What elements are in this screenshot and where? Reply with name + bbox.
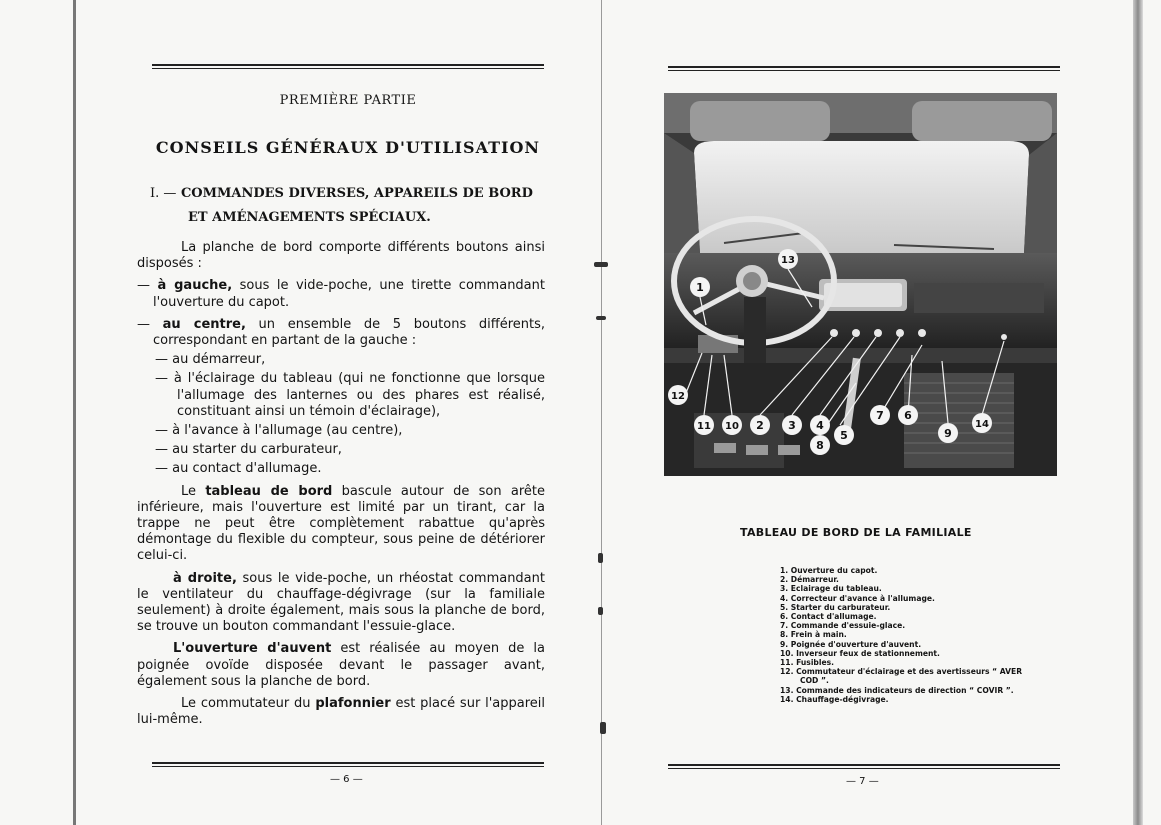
centre-paragraph: — au centre, un ensemble de 5 boutons différents, correspondant en partant de la gauche : — [137, 316, 545, 349]
tableau-paragraph — [137, 484, 545, 565]
part-title: PREMIÈRE PARTIE — [279, 93, 417, 108]
legend-item: 8. Frein à main. — [780, 630, 847, 640]
callout-label: 2 — [756, 419, 764, 432]
gauche-text: sous le vide-poche, une tirette commandant l'ouverture du capot. — [153, 278, 545, 310]
droite-label: à droite, — [173, 570, 237, 586]
legend-item: 9. Poignée d'ouverture d'auvent. — [780, 639, 922, 649]
callout-label: 12 — [671, 391, 685, 402]
droite-text: sous le vide-poche, un rhéostat commandant le ventilateur du chauffage-dégivrage (sur la familiale seulement) à droite également, mais sous la planche de bord, se trouve un bouton commandant l'essuie-glace. — [137, 570, 545, 635]
left-page-number: — 6 — — [330, 774, 363, 785]
auvent-text: est réalisée au moyen de la poignée ovoïde disposée devant le passager avant, également sous la planche de bord. — [137, 641, 546, 689]
callout-2 — [750, 415, 770, 435]
gutter-mark — [598, 553, 603, 563]
tableau-label: tableau de bord — [205, 483, 333, 499]
right-page-number: — 7 — — [846, 776, 879, 787]
callout-label: 6 — [904, 409, 912, 422]
legend-item: 1. Ouverture du capot. — [780, 566, 878, 575]
callout-8 — [810, 435, 830, 455]
callout-9 — [938, 423, 958, 443]
callout-3 — [782, 415, 802, 435]
section-title-line1: COMMANDES DIVERSES, APPAREILS DE BORD — [180, 186, 533, 201]
tableau-text: bascule autour de son arête inférieure, mais l'ouverture est limité par un tirant, car la trappe ne peut être complètement rabattue qu'après démontage du flexible du compteur, sous peine de détériorer celui-ci. — [137, 483, 545, 564]
callout-label: 3 — [788, 419, 796, 432]
left-bottom-rule — [152, 762, 544, 767]
gutter-mark — [600, 722, 606, 734]
callout-label: 7 — [876, 409, 884, 422]
legend-item: 2. Démarreur. — [780, 575, 839, 585]
plafonnier-label: plafonnier — [315, 696, 391, 712]
gutter-mark — [596, 316, 606, 320]
legend-item: 7. Commande d'essuie-glace. — [780, 621, 906, 631]
main-title: CONSEILS GÉNÉRAUX D'UTILISATION — [155, 138, 541, 157]
gauche-paragraph: — à gauche, sous le vide-poche, une tirette commandant l'ouverture du capot. — [137, 278, 545, 310]
legend-item-continuation: COD ”. — [800, 676, 829, 686]
auvent-label: L'ouverture d'auvent — [173, 641, 332, 657]
left-top-rule — [152, 64, 544, 69]
legend-item: 13. Commande des indicateurs de direction “ COVIR ”. — [780, 685, 1014, 695]
section-title-line2: ET AMÉNAGEMENTS SPÉCIAUX. — [188, 210, 431, 225]
left-scan-edge — [73, 0, 76, 825]
callout-5 — [834, 425, 854, 445]
right-scan-edge — [1133, 0, 1143, 825]
callout-label: 10 — [725, 421, 739, 432]
body-text — [137, 240, 545, 734]
auvent-paragraph — [137, 641, 545, 690]
legend-item: 12. Commutateur d'éclairage et des avertisseurs “ AVER — [780, 667, 1023, 677]
legend-item: 6. Contact d'allumage. — [780, 612, 877, 622]
plafonnier-text: est placé sur l'appareil lui-même. — [137, 696, 546, 728]
callout-14 — [972, 413, 992, 433]
callout-label: 4 — [816, 419, 824, 432]
callout-label: 1 — [696, 281, 704, 294]
callout-label: 5 — [840, 429, 848, 442]
legend-item: 5. Starter du carburateur. — [780, 602, 891, 612]
droite-paragraph — [137, 571, 545, 636]
list-item: — au starter du carburateur, — [155, 442, 342, 458]
list-item: — à l'avance à l'allumage (au centre), — [155, 423, 403, 439]
callout-label: 9 — [944, 427, 952, 440]
legend-item: 10. Inverseur feux de stationnement. — [780, 648, 940, 658]
callout-13 — [778, 249, 798, 269]
dashboard-illustration — [664, 93, 1057, 476]
callout-label: 8 — [816, 439, 824, 452]
centre-text: un ensemble de 5 boutons différents, correspondant en partant de la gauche : — [153, 316, 545, 349]
gutter-mark — [598, 607, 603, 615]
tableau-pre: Le — [181, 483, 206, 499]
gauche-label: à gauche, — [157, 278, 233, 294]
photo-legend — [780, 566, 1070, 704]
legend-item: 14. Chauffage-dégivrage. — [780, 694, 889, 704]
legend-item: 11. Fusibles. — [780, 658, 835, 668]
dashboard-photo — [664, 93, 1057, 476]
legend-item: 3. Eclairage du tableau. — [780, 584, 882, 594]
intro-paragraph: La planche de bord comporte différents boutons ainsi disposés : — [137, 240, 545, 272]
plafonnier-paragraph — [137, 696, 545, 728]
callout-7 — [870, 405, 890, 425]
list-item: — au démarreur, — [155, 352, 266, 368]
list-item: — à l'éclairage du tableau (qui ne fonctionne que lorsque l'allumage des lanternes ou des phares est réalisé, constituant ainsi un témoin d'éclairage), — [155, 371, 545, 419]
center-gutter — [601, 0, 602, 825]
callout-label: 13 — [781, 255, 795, 266]
callout-label: 11 — [697, 421, 711, 432]
plafonnier-pre: Le commutateur du — [181, 696, 316, 712]
section-heading-line1 — [150, 182, 550, 206]
callout-4 — [810, 415, 830, 435]
section-number: I. — — [150, 186, 177, 201]
callout-11 — [694, 415, 714, 435]
legend-item: 4. Correcteur d'avance à l'allumage. — [780, 593, 935, 603]
callout-10 — [722, 415, 742, 435]
right-top-rule — [668, 66, 1060, 71]
callout-12 — [668, 385, 688, 405]
centre-buttons-list — [155, 352, 545, 477]
section-heading — [150, 182, 550, 230]
photo-caption-title: TABLEAU DE BORD DE LA FAMILIALE — [740, 526, 972, 539]
centre-label: au centre, — [162, 316, 246, 332]
list-item: — au contact d'allumage. — [155, 461, 322, 477]
callout-label: 14 — [975, 419, 989, 430]
callout-6 — [898, 405, 918, 425]
right-bottom-rule — [668, 764, 1060, 769]
gutter-mark — [594, 262, 608, 267]
callout-1 — [690, 277, 710, 297]
